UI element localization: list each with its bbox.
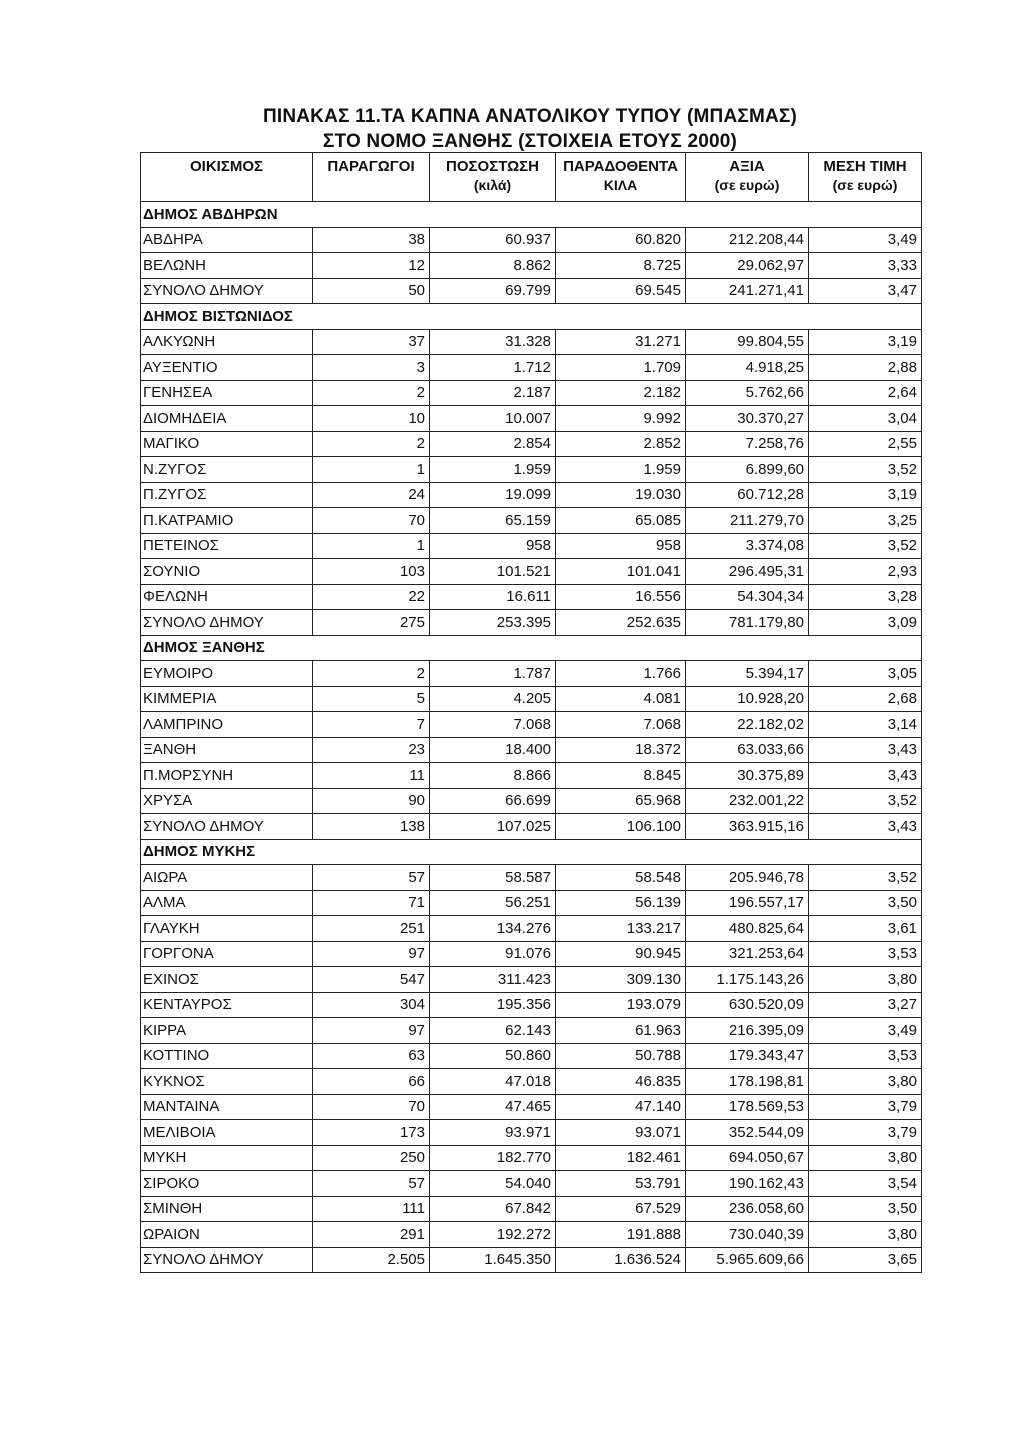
- settlement-cell: ΣΟΥΝΙΟ: [141, 559, 313, 585]
- quota-cell: 195.356: [430, 992, 556, 1018]
- delivered-cell: 61.963: [556, 1018, 686, 1044]
- avg-price-cell: 3,53: [809, 941, 922, 967]
- table-row: [141, 482, 922, 508]
- col-header-avg-price: ΜΕΣΗ ΤΙΜΗ (σε ευρώ): [809, 153, 922, 202]
- delivered-cell: 1.636.524: [556, 1247, 686, 1273]
- delivered-cell: 19.030: [556, 482, 686, 508]
- delivered-cell: 1.959: [556, 457, 686, 483]
- delivered-cell: 50.788: [556, 1043, 686, 1069]
- value-cell: 30.375,89: [686, 763, 809, 789]
- settlement-cell: ΜΑΓΙΚΟ: [141, 431, 313, 457]
- producers-cell: 70: [313, 508, 430, 534]
- avg-price-cell: 3,43: [809, 814, 922, 840]
- settlement-cell: Π.ΜΟΡΣΥΝΗ: [141, 763, 313, 789]
- value-cell: 7.258,76: [686, 431, 809, 457]
- producers-cell: 38: [313, 227, 430, 253]
- value-cell: 190.162,43: [686, 1171, 809, 1197]
- avg-price-cell: 3,53: [809, 1043, 922, 1069]
- quota-cell: 1.787: [430, 661, 556, 687]
- table-row: [141, 1247, 922, 1273]
- quota-cell: 182.770: [430, 1145, 556, 1171]
- settlement-cell: ΕΧΙΝΟΣ: [141, 967, 313, 993]
- producers-cell: 57: [313, 865, 430, 891]
- delivered-cell: 2.182: [556, 380, 686, 406]
- table-title: [140, 104, 920, 154]
- delivered-cell: 182.461: [556, 1145, 686, 1171]
- settlement-cell: ΜΕΛΙΒΟΙΑ: [141, 1120, 313, 1146]
- producers-cell: 23: [313, 737, 430, 763]
- delivered-cell: 252.635: [556, 610, 686, 636]
- producers-cell: 90: [313, 788, 430, 814]
- delivered-unit: ΚΙΛΑ: [603, 177, 638, 193]
- delivered-cell: 90.945: [556, 941, 686, 967]
- producers-cell: 71: [313, 890, 430, 916]
- settlement-cell: ΑΛΜΑ: [141, 890, 313, 916]
- table-row: [141, 1171, 922, 1197]
- value-cell: 321.253,64: [686, 941, 809, 967]
- settlement-cell: ΚΥΚΝΟΣ: [141, 1069, 313, 1095]
- producers-cell: 1: [313, 533, 430, 559]
- delivered-cell: 47.140: [556, 1094, 686, 1120]
- quota-cell: 60.937: [430, 227, 556, 253]
- table-body: [141, 202, 922, 1273]
- table-row: [141, 1145, 922, 1171]
- settlement-cell: ΣΙΡΟΚΟ: [141, 1171, 313, 1197]
- table-row: [141, 1120, 922, 1146]
- quota-cell: 66.699: [430, 788, 556, 814]
- value-cell: 730.040,39: [686, 1222, 809, 1248]
- quota-cell: 54.040: [430, 1171, 556, 1197]
- settlement-cell: ΔΙΟΜΗΔΕΙΑ: [141, 406, 313, 432]
- delivered-cell: 8.845: [556, 763, 686, 789]
- avg-price-cell: 2,88: [809, 355, 922, 381]
- quota-cell: 253.395: [430, 610, 556, 636]
- table-row: [141, 227, 922, 253]
- value-unit: (σε ευρώ): [714, 177, 780, 193]
- quota-cell: 58.587: [430, 865, 556, 891]
- avg-price-cell: 3,50: [809, 1196, 922, 1222]
- avg-price-cell: 3,49: [809, 227, 922, 253]
- quota-cell: 2.187: [430, 380, 556, 406]
- quota-cell: 18.400: [430, 737, 556, 763]
- table-row: [141, 865, 922, 891]
- municipality-name: ΔΗΜΟΣ ΑΒΔΗΡΩΝ: [141, 202, 922, 228]
- settlement-cell: Ν.ΖΥΓΟΣ: [141, 457, 313, 483]
- quota-cell: 4.205: [430, 686, 556, 712]
- producers-cell: 3: [313, 355, 430, 381]
- delivered-cell: 31.271: [556, 329, 686, 355]
- delivered-cell: 106.100: [556, 814, 686, 840]
- avg-price-cell: 3,04: [809, 406, 922, 432]
- delivered-cell: 65.085: [556, 508, 686, 534]
- producers-cell: 66: [313, 1069, 430, 1095]
- delivered-cell: 1.709: [556, 355, 686, 381]
- settlement-cell: ΑΥΞΕΝΤΙΟ: [141, 355, 313, 381]
- delivered-cell: 2.852: [556, 431, 686, 457]
- tobacco-table: [140, 152, 922, 1273]
- settlement-cell: ΓΛΑΥΚΗ: [141, 916, 313, 942]
- avg-price-cell: 3,49: [809, 1018, 922, 1044]
- value-cell: 205.946,78: [686, 865, 809, 891]
- producers-cell: 2: [313, 661, 430, 687]
- quota-cell: 958: [430, 533, 556, 559]
- producers-cell: 251: [313, 916, 430, 942]
- value-cell: 5.762,66: [686, 380, 809, 406]
- group-header-row: [141, 202, 922, 228]
- avg-price-cell: 3,54: [809, 1171, 922, 1197]
- quota-cell: 134.276: [430, 916, 556, 942]
- value-cell: 179.343,47: [686, 1043, 809, 1069]
- producers-cell: 7: [313, 712, 430, 738]
- producers-cell: 275: [313, 610, 430, 636]
- table-row: [141, 890, 922, 916]
- delivered-cell: 58.548: [556, 865, 686, 891]
- settlement-cell: ΚΙΡΡΑ: [141, 1018, 313, 1044]
- settlement-cell: ΠΕΤΕΙΝΟΣ: [141, 533, 313, 559]
- avg-price-cell: 3,50: [809, 890, 922, 916]
- delivered-cell: 8.725: [556, 253, 686, 279]
- table-row: [141, 1018, 922, 1044]
- quota-cell: 62.143: [430, 1018, 556, 1044]
- table-row: [141, 508, 922, 534]
- delivered-cell: 46.835: [556, 1069, 686, 1095]
- quota-cell: 19.099: [430, 482, 556, 508]
- delivered-cell: 67.529: [556, 1196, 686, 1222]
- delivered-cell: 16.556: [556, 584, 686, 610]
- avg-price-cell: 3,52: [809, 865, 922, 891]
- settlement-cell: Π.ΚΑΤΡΑΜΙΟ: [141, 508, 313, 534]
- value-cell: 480.825,64: [686, 916, 809, 942]
- value-cell: 241.271,41: [686, 278, 809, 304]
- avg-price-cell: 3,25: [809, 508, 922, 534]
- settlement-cell: Π.ΖΥΓΟΣ: [141, 482, 313, 508]
- table-row: [141, 916, 922, 942]
- value-cell: 30.370,27: [686, 406, 809, 432]
- table-row: [141, 278, 922, 304]
- producers-cell: 12: [313, 253, 430, 279]
- table-row: [141, 457, 922, 483]
- settlement-cell: ΞΑΝΘΗ: [141, 737, 313, 763]
- settlement-cell: ΧΡΥΣΑ: [141, 788, 313, 814]
- value-cell: 6.899,60: [686, 457, 809, 483]
- avg-price-cell: 3,19: [809, 329, 922, 355]
- group-header-row: [141, 839, 922, 865]
- delivered-cell: 93.071: [556, 1120, 686, 1146]
- producers-cell: 57: [313, 1171, 430, 1197]
- quota-cell: 311.423: [430, 967, 556, 993]
- delivered-cell: 4.081: [556, 686, 686, 712]
- settlement-cell: ΣΥΝΟΛΟ ΔΗΜΟΥ: [141, 814, 313, 840]
- avg-price-cell: 3,79: [809, 1120, 922, 1146]
- avg-price-cell: 2,68: [809, 686, 922, 712]
- producers-cell: 547: [313, 967, 430, 993]
- municipality-name: ΔΗΜΟΣ ΞΑΝΘΗΣ: [141, 635, 922, 661]
- value-cell: 63.033,66: [686, 737, 809, 763]
- value-cell: 196.557,17: [686, 890, 809, 916]
- delivered-cell: 133.217: [556, 916, 686, 942]
- producers-cell: 50: [313, 278, 430, 304]
- delivered-cell: 1.766: [556, 661, 686, 687]
- producers-cell: 291: [313, 1222, 430, 1248]
- table-row: [141, 253, 922, 279]
- title-line-2: ΣΤΟ ΝΟΜΟ ΞΑΝΘΗΣ (ΣΤΟΙΧΕΙΑ ΕΤΟΥΣ 2000): [322, 131, 738, 152]
- table-row: [141, 1043, 922, 1069]
- avg-price-cell: 2,64: [809, 380, 922, 406]
- delivered-cell: 56.139: [556, 890, 686, 916]
- table-row: [141, 559, 922, 585]
- avg-price-cell: 3,80: [809, 1222, 922, 1248]
- avg-price-cell: 3,61: [809, 916, 922, 942]
- quota-cell: 7.068: [430, 712, 556, 738]
- avg-price-cell: 3,79: [809, 1094, 922, 1120]
- avg-price-unit: (σε ευρώ): [832, 177, 898, 193]
- settlement-cell: ΓΟΡΓΟΝΑ: [141, 941, 313, 967]
- producers-cell: 304: [313, 992, 430, 1018]
- producers-cell: 2: [313, 431, 430, 457]
- quota-cell: 67.842: [430, 1196, 556, 1222]
- col-header-quota: ΠΟΣΟΣΤΩΣΗ (κιλά): [430, 153, 556, 202]
- municipality-name: ΔΗΜΟΣ ΒΙΣΤΩΝΙΔΟΣ: [141, 304, 922, 330]
- table-row: [141, 1094, 922, 1120]
- delivered-cell: 53.791: [556, 1171, 686, 1197]
- col-header-producers: ΠΑΡΑΓΩΓΟΙ: [313, 153, 430, 202]
- value-cell: 211.279,70: [686, 508, 809, 534]
- table-row: [141, 1069, 922, 1095]
- avg-price-cell: 3,43: [809, 763, 922, 789]
- avg-price-cell: 3,28: [809, 584, 922, 610]
- settlement-cell: ΑΛΚΥΩΝΗ: [141, 329, 313, 355]
- delivered-cell: 101.041: [556, 559, 686, 585]
- table-row: [141, 967, 922, 993]
- avg-price-cell: 3,52: [809, 533, 922, 559]
- producers-cell: 2.505: [313, 1247, 430, 1273]
- value-cell: 232.001,22: [686, 788, 809, 814]
- settlement-cell: ΚΕΝΤΑΥΡΟΣ: [141, 992, 313, 1018]
- settlement-cell: ΚΙΜΜΕΡΙΑ: [141, 686, 313, 712]
- quota-cell: 107.025: [430, 814, 556, 840]
- avg-price-cell: 3,80: [809, 1145, 922, 1171]
- value-cell: 54.304,34: [686, 584, 809, 610]
- settlement-cell: ΑΙΩΡΑ: [141, 865, 313, 891]
- table-row: [141, 584, 922, 610]
- avg-price-cell: 3,19: [809, 482, 922, 508]
- value-cell: 5.394,17: [686, 661, 809, 687]
- table-row: [141, 329, 922, 355]
- producers-cell: 11: [313, 763, 430, 789]
- header-row: [141, 153, 922, 202]
- value-cell: 694.050,67: [686, 1145, 809, 1171]
- value-cell: 5.965.609,66: [686, 1247, 809, 1273]
- quota-cell: 65.159: [430, 508, 556, 534]
- table-row: [141, 941, 922, 967]
- value-cell: 781.179,80: [686, 610, 809, 636]
- value-cell: 3.374,08: [686, 533, 809, 559]
- group-header-row: [141, 304, 922, 330]
- delivered-cell: 65.968: [556, 788, 686, 814]
- table-row: [141, 355, 922, 381]
- settlement-cell: ΣΥΝΟΛΟ ΔΗΜΟΥ: [141, 278, 313, 304]
- avg-price-cell: 3,47: [809, 278, 922, 304]
- col-header-settlement: ΟΙΚΙΣΜΟΣ: [141, 153, 313, 202]
- quota-cell: 10.007: [430, 406, 556, 432]
- table-row: [141, 686, 922, 712]
- settlement-cell: ΩΡΑΙΟΝ: [141, 1222, 313, 1248]
- settlement-cell: ΣΥΝΟΛΟ ΔΗΜΟΥ: [141, 610, 313, 636]
- delivered-cell: 7.068: [556, 712, 686, 738]
- col-header-delivered: ΠΑΡΑΔΟΘΕΝΤΑ ΚΙΛΑ: [556, 153, 686, 202]
- table-row: [141, 533, 922, 559]
- quota-cell: 1.712: [430, 355, 556, 381]
- producers-cell: 70: [313, 1094, 430, 1120]
- table-row: [141, 737, 922, 763]
- producers-cell: 97: [313, 1018, 430, 1044]
- producers-cell: 22: [313, 584, 430, 610]
- table-row: [141, 1222, 922, 1248]
- avg-price-cell: 3,80: [809, 1069, 922, 1095]
- settlement-cell: ΦΕΛΩΝΗ: [141, 584, 313, 610]
- quota-cell: 47.465: [430, 1094, 556, 1120]
- avg-price-cell: 3,05: [809, 661, 922, 687]
- producers-cell: 173: [313, 1120, 430, 1146]
- producers-cell: 250: [313, 1145, 430, 1171]
- table-row: [141, 610, 922, 636]
- producers-cell: 97: [313, 941, 430, 967]
- settlement-cell: ΣΜΙΝΘΗ: [141, 1196, 313, 1222]
- settlement-cell: ΜΥΚΗ: [141, 1145, 313, 1171]
- producers-cell: 103: [313, 559, 430, 585]
- avg-price-cell: 3,33: [809, 253, 922, 279]
- producers-cell: 63: [313, 1043, 430, 1069]
- producers-cell: 138: [313, 814, 430, 840]
- quota-cell: 1.645.350: [430, 1247, 556, 1273]
- settlement-cell: ΜΑΝΤΑΙΝΑ: [141, 1094, 313, 1120]
- avg-price-cell: 3,52: [809, 788, 922, 814]
- delivered-cell: 60.820: [556, 227, 686, 253]
- table-row: [141, 814, 922, 840]
- table-row: [141, 1196, 922, 1222]
- value-cell: 178.198,81: [686, 1069, 809, 1095]
- delivered-cell: 69.545: [556, 278, 686, 304]
- table-row: [141, 712, 922, 738]
- quota-cell: 50.860: [430, 1043, 556, 1069]
- table-row: [141, 406, 922, 432]
- title-line-1: ΠΙΝΑΚΑΣ 11.ΤΑ ΚΑΠΝΑ ΑΝΑΤΟΛΙΚΟΥ ΤΥΠΟΥ (ΜΠΑΣΜΑΣ): [262, 106, 798, 127]
- col-header-value: ΑΞΙΑ (σε ευρώ): [686, 153, 809, 202]
- value-cell: 22.182,02: [686, 712, 809, 738]
- value-cell: 10.928,20: [686, 686, 809, 712]
- delivered-cell: 191.888: [556, 1222, 686, 1248]
- settlement-cell: ΛΑΜΠΡΙΝΟ: [141, 712, 313, 738]
- value-cell: 4.918,25: [686, 355, 809, 381]
- settlement-cell: ΒΕΛΩΝΗ: [141, 253, 313, 279]
- quota-cell: 101.521: [430, 559, 556, 585]
- table-row: [141, 763, 922, 789]
- table-row: [141, 661, 922, 687]
- avg-price-cell: 3,80: [809, 967, 922, 993]
- delivered-cell: 18.372: [556, 737, 686, 763]
- producers-cell: 37: [313, 329, 430, 355]
- quota-cell: 2.854: [430, 431, 556, 457]
- producers-cell: 1: [313, 457, 430, 483]
- quota-cell: 192.272: [430, 1222, 556, 1248]
- table-row: [141, 431, 922, 457]
- delivered-cell: 9.992: [556, 406, 686, 432]
- value-cell: 216.395,09: [686, 1018, 809, 1044]
- avg-price-cell: 3,14: [809, 712, 922, 738]
- producers-cell: 2: [313, 380, 430, 406]
- avg-price-cell: 3,52: [809, 457, 922, 483]
- producers-cell: 24: [313, 482, 430, 508]
- settlement-cell: ΣΥΝΟΛΟ ΔΗΜΟΥ: [141, 1247, 313, 1273]
- quota-cell: 47.018: [430, 1069, 556, 1095]
- avg-price-cell: 3,43: [809, 737, 922, 763]
- quota-cell: 31.328: [430, 329, 556, 355]
- value-cell: 296.495,31: [686, 559, 809, 585]
- settlement-cell: ΑΒΔΗΡΑ: [141, 227, 313, 253]
- value-cell: 60.712,28: [686, 482, 809, 508]
- settlement-cell: ΚΟΤΤΙΝΟ: [141, 1043, 313, 1069]
- value-cell: 178.569,53: [686, 1094, 809, 1120]
- value-cell: 630.520,09: [686, 992, 809, 1018]
- value-cell: 363.915,16: [686, 814, 809, 840]
- table-row: [141, 380, 922, 406]
- value-cell: 1.175.143,26: [686, 967, 809, 993]
- producers-cell: 5: [313, 686, 430, 712]
- avg-price-cell: 2,55: [809, 431, 922, 457]
- quota-cell: 93.971: [430, 1120, 556, 1146]
- quota-cell: 16.611: [430, 584, 556, 610]
- table-row: [141, 788, 922, 814]
- producers-cell: 10: [313, 406, 430, 432]
- quota-cell: 91.076: [430, 941, 556, 967]
- producers-cell: 111: [313, 1196, 430, 1222]
- quota-cell: 8.866: [430, 763, 556, 789]
- group-header-row: [141, 635, 922, 661]
- avg-price-cell: 3,65: [809, 1247, 922, 1273]
- table-row: [141, 992, 922, 1018]
- avg-price-cell: 3,09: [809, 610, 922, 636]
- quota-unit: (κιλά): [473, 177, 512, 193]
- quota-cell: 56.251: [430, 890, 556, 916]
- value-cell: 352.544,09: [686, 1120, 809, 1146]
- municipality-name: ΔΗΜΟΣ ΜΥΚΗΣ: [141, 839, 922, 865]
- value-cell: 99.804,55: [686, 329, 809, 355]
- quota-cell: 8.862: [430, 253, 556, 279]
- quota-cell: 69.799: [430, 278, 556, 304]
- delivered-cell: 958: [556, 533, 686, 559]
- delivered-cell: 309.130: [556, 967, 686, 993]
- settlement-cell: ΕΥΜΟΙΡΟ: [141, 661, 313, 687]
- delivered-cell: 193.079: [556, 992, 686, 1018]
- settlement-cell: ΓΕΝΗΣΕΑ: [141, 380, 313, 406]
- value-cell: 212.208,44: [686, 227, 809, 253]
- value-cell: 29.062,97: [686, 253, 809, 279]
- quota-cell: 1.959: [430, 457, 556, 483]
- avg-price-cell: 2,93: [809, 559, 922, 585]
- avg-price-cell: 3,27: [809, 992, 922, 1018]
- value-cell: 236.058,60: [686, 1196, 809, 1222]
